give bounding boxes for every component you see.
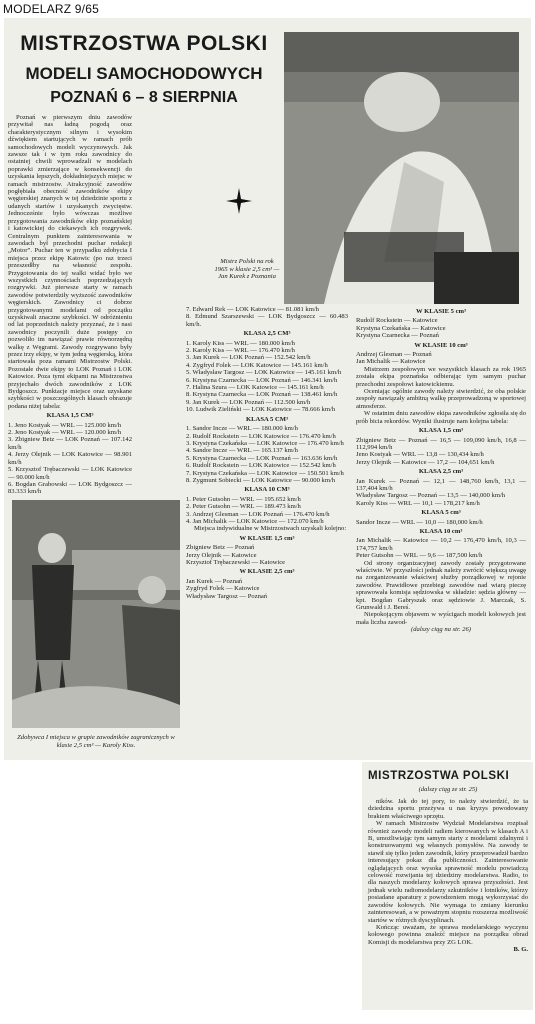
paragraph: Mistrzem zespołowym we wszystkich klasach za rok 1965 została ekipa poznańska odbierając tym samym puchar przechodni zespołowi katowickiemu.	[356, 365, 526, 388]
result-line: 7. Edward Rek — LOK Katowice — 81.081 km/h	[186, 306, 319, 313]
article-title: MISTRZOSTWA POLSKI	[20, 32, 268, 55]
class-heading: KLASA 1,5 CM³	[46, 412, 94, 420]
result-line: 6. Krystyna Czarnecka — LOK Poznań — 146.341 km/h	[186, 376, 338, 384]
photo-caption-bottom: Zdobywca I miejsca w grupie zawodników zagranicznych w klasie 2,5 cm³ — Karoly Kiss.	[17, 734, 175, 749]
star-ornament-icon	[226, 188, 252, 214]
result-line: 5. Władysław Targosz — LOK Katowice — 145.161 km/h	[186, 369, 342, 377]
result-line: Władysław Targosz — Poznań — 13,5 — 140,000 km/h	[356, 492, 506, 500]
result-line: 6. Bogdan Grabowski — LOK Bydgoszcz — 83.333 km/h	[8, 480, 132, 496]
result-line: 3. Zbigniew Betz — LOK Poznań — 107.142 km/h	[8, 436, 132, 451]
result-line: 4. Sandor Incze — WRL — 165.137 km/h	[186, 447, 298, 455]
result-line: 10. Ludwik Zieliński — LOK Katowice — 78.666 km/h	[186, 406, 336, 414]
result-line: Peter Gutsohn — WRL — 9,6 — 187,500 km/h	[356, 552, 483, 560]
class-heading: W KLASIE 5 cm³	[415, 308, 467, 315]
result-line: Jerzy Olejnik — Katowice	[186, 551, 257, 559]
result-line: 5. Krzysztof Trębaczewski — LOK Katowice — 90.000 km/h	[8, 466, 132, 481]
class-heading: KLASA 2,5 CM³	[243, 330, 291, 338]
result-line: Zbigniew Betz — Poznań — 16,5 — 109,090 km/h, 16,8 — 112,994 km/h	[356, 436, 526, 451]
photo-caption-top: Mistrz Polski na rok 1965 w klasie 2,5 cm³ — Jan Kurek z Poznania	[214, 258, 280, 281]
paragraph: W ramach Mistrzostw Wydział Modelarstwa rozpisał również zawody modeli radiem kierowanych w klasach A i B, umożliwiając tym samym starty z modelami zdalnymi i konstruowanymi wg własnych pomysłów. Na zawody te stawił się tylko jeden zawodnik, który przeprowadził bardzo interesujący pokaz dla publiczności. Zainteresowanie oglądających oraz wysoka sprawność modelu powiadczą celowość rozwijania tej dziedziny modelarstwa. Radio, to dla naszych modelarzy kołowych sprawa przyszłości. Jest jednak wielu radiomodelarzy szkutników i lotników, którzy posiadane aparatury z powodzeniem mogą wykorzystać do zawodów kołowych. Nie wymaga to zmiany kierunku zainteresowań, a w poważnym stopniu rozszerza możliwość startów w różnych dyscyplinach.	[368, 820, 528, 924]
result-line: 9. Jan Kurek — LOK Poznań — 112.500 km/h	[186, 398, 311, 406]
class-heading: W KLASIE 10 cm³	[414, 341, 468, 349]
result-line: 8. Krystyna Czarnecka — LOK Poznań — 138.461 km/h	[186, 391, 338, 399]
result-line: Zbigniew Betz — Poznań	[186, 544, 255, 552]
result-line: 3. Andrzej Glesman — LOK Poznań — 176.470 km/h	[186, 510, 330, 518]
class-heading: W KLASIE 1,5 cm³	[239, 534, 295, 542]
article-subtitle: MODELI SAMOCHODOWYCH	[25, 64, 263, 83]
result-line: 8. Zygmunt Sobiecki — LOK Katowice — 90.000 km/h	[186, 476, 336, 484]
class-heading: KLASA 5 cm³	[421, 509, 461, 517]
article-place-date: POZNAŃ 6 – 8 SIERPNIA	[50, 89, 238, 106]
class-heading: KLASA 2,5 cm³	[418, 468, 464, 476]
result-line: Krzysztof Trębaczewski — Katowice	[186, 559, 286, 566]
result-line: 7. Halina Szura — LOK Katowice — 145.161 km/h	[186, 384, 324, 392]
result-line: Krystyna Czekańska — Katowice	[356, 324, 446, 332]
photo-karoly-kiss	[12, 500, 180, 728]
result-line: 7. Krystyna Czekańska — LOK Katowice — 150.501 km/h	[186, 469, 344, 477]
result-line: 1. Peter Gutsohn — WRL — 195.652 km/h	[186, 495, 301, 503]
class-heading: W KLASIE 2,5 cm³	[239, 568, 295, 576]
continuation-block	[362, 762, 533, 1010]
magazine-issue-header: MODELARZ 9/65	[3, 2, 99, 16]
result-line: 6. Rudolf Rockstein — LOK Katowice — 152.542 km/h	[186, 462, 336, 470]
article-page	[4, 18, 531, 760]
result-line: 2. Jeno Kostyak — WRL — 120.000 km/h	[8, 429, 122, 437]
photo-jan-kurek	[284, 32, 519, 304]
result-line: Karoly Kiss — WRL — 10,1 — 178,217 km/h	[356, 499, 480, 507]
result-line: 1. Jeno Kostyak — WRL — 125.000 km/h	[8, 421, 122, 429]
result-line: Jan Michalik — Katowice — 10,2 — 176,470 km/h, 10,3 — 174,757 km/h	[356, 537, 526, 552]
paragraph: Niepokojącym objawem w wyścigach modeli kołowych jest mała liczba zawod-	[356, 611, 526, 626]
paragraph: ników. Jak do tej pory, to należy stwierdzić, że ta dziedzina sportu przeżywa u nas kryzys powodowany brakiem właściwego sprzętu.	[368, 798, 528, 820]
result-line: 8. Edmund Szarszewski — LOK Bydgoszcz — 60.483 km/h.	[186, 313, 348, 328]
result-line: Jan Kurek — Poznań — 12,1 — 148,760 km/h, 13,1 — 137,404 km/h	[356, 477, 526, 492]
result-line: Jan Kurek — Poznań	[186, 577, 243, 585]
class-heading: KLASA 10 CM³	[244, 486, 290, 494]
author-signature: B. G.	[513, 946, 528, 954]
results-list	[8, 422, 132, 496]
class-heading: KLASA 1,5 cm³	[418, 427, 464, 435]
result-line: 1. Karoly Kiss — WRL — 180.000 km/h	[186, 339, 295, 347]
paragraph: Miejsca indywidualne w Mistrzostwach uzyskali kolejno:	[194, 525, 347, 533]
paragraph: W ostatnim dniu zawodów ekipa zawodników zgłosiła się do prób bicia rekordów. Wyniki ilustruje nam kolejna tabela:	[356, 410, 526, 425]
intro-paragraph: Poznań w pierwszym dniu zawodów przywitał nas ładną pogodą oraz charakterystycznym silnym i wysokim dźwiękiem startujących w ramach prób samochodowych modeli wyczynowych. Jak zawsze tak i w tym roku zawodnicy do ostatniej chwili wprowadzali w modelach poprawki zmierzające w konsekwencji do uzyskania lepszych, dokładniejszych miejsc w ramach mistrzostw. Atrakcyjność zawodów pogłębiała obecność zawodników ekipy węgierskiej znanych w tej dziedzinie sportu z udanych startów i uzyskanych zwycięstw. Jednocześnie było wówczas możliwe przygotowania zawodników ekip poznańskiej i katowickiej do ciekawych ich rozgrywek. Centralnym punktem zainteresowania w zawodach był przechodni puchar redakcji „Motor”. Puchar ten w przypadku zdobycia I miejsca przez ekipę Katowic (po raz trzeci przeszedłby na własność zespołu. Przygotowania do tej walki widać było we wszystkich czynnościach poprzedzających rozgrywki. Już pierwsze starty w ramach zawodów potwierdziły wyższość zawodników węgierskich. Zawodnicy ci dobrze przygotowanymi modelami od początku uzyskiwali znaczne szybkości. W odróżnieniu od lat poprzednich należy przyznać, że i nasi zawodnicy poczynili duże postępy co pozwoliło im nawiązać prawie równorzędną walkę z Węgrami. Zawody rozgrywano były przez trzy ekipy, w tym jedną węgierską, która startowała poza ramami Mistrzostw Polski. Pozostałe dwie ekipy to LOK Poznań i LOK Katowice. Poza tymi ekipami na Mistrzostwa przyjechało dwóch zawodników z LOK Bydgoszcz. Punktacje miejsce oraz uzyskane szybkości w poszczególnych klasach obrazuje podana niżej tabela:	[8, 114, 132, 410]
article-column-3	[356, 306, 526, 634]
continued-note: (dalszy ciąg na str. 26)	[411, 626, 471, 634]
result-line: 3. Jan Kurek — LOK Poznań — 152.542 km/h	[186, 354, 311, 362]
paragraph: Oceniając ogólnie zawody należy stwierdzić, że oba polskie zespoły nawiązały ambitną walkę przeprowadzoną w sportowej atmosferze.	[356, 388, 526, 410]
class-heading: KLASA 5 CM³	[246, 415, 288, 423]
result-line: Jan Michalik — Katowice	[356, 358, 426, 366]
result-line: Jerzy Olejnik — Katowice — 17,2 — 104,651 km/h	[356, 458, 495, 466]
result-line: Zygfryd Folek — Katowice	[186, 585, 260, 593]
result-line: Andrzej Glesman — Poznań	[356, 351, 432, 359]
result-line: Jeno Kostyak — WRL — 13,8 — 130,434 km/h	[356, 451, 484, 459]
result-line: 2. Peter Gutsohn — WRL — 189.473 km/h	[186, 503, 301, 511]
class-heading: KLASA 10 cm³	[419, 527, 463, 535]
result-line: 4. Jerzy Olejnik — LOK Katowice — 98.901 km/h	[8, 451, 132, 466]
result-line: 4. Jan Michalik — LOK Katowice — 172.070 km/h	[186, 517, 324, 525]
result-line: 2. Rudolf Rockstein — LOK Katowice — 176.470 km/h	[186, 432, 336, 440]
result-line: Rudolf Rockstein — Katowice	[356, 317, 438, 325]
continuation-text	[368, 798, 528, 954]
result-line: 2. Karoly Kiss — WRL — 176.470 km/h	[186, 347, 295, 355]
result-line: 1. Sandor Incze — WRL — 180.000 km/h	[186, 425, 298, 433]
article-column-1	[8, 114, 132, 496]
result-line: Krystyna Czarnecka — Poznań	[356, 332, 439, 340]
result-line: Władysław Targosz — Poznań	[186, 592, 268, 600]
paragraph: Kończąc uważam, że sprawa modelarskiego wyczynu kołowego powinna znaleźć miejsce na porządku obrad Komisji ds modelarstwa przy ZG LOK.	[368, 923, 528, 946]
result-line: Sandor Incze — WRL — 10,0 — 180,000 km/h	[356, 518, 483, 526]
result-line: 3. Krystyna Czekańska — LOK Katowice — 176.470 km/h	[186, 439, 344, 447]
paragraph: Od strony organizacyjnej zawody zostały przygotowane właściwie. W przyszłości jednak należy zwrócić większą uwagę na zorganizowanie właściwej służby porządkowej w rejonie zawodów. Prawidłowe przebiegi zawodów nad wiarą pieczę sprawowała komisja sędziowska w składzie: sędzia główny — kpt. Bogdan Gabryszak oraz sędziowie J. Marczak, S. Grunwald i J. Bereś.	[356, 559, 526, 612]
result-line: 5. Krystyna Czarnecka — LOK Poznań — 163.636 km/h	[186, 454, 338, 462]
continuation-title: MISTRZOSTWA POLSKI	[368, 770, 510, 782]
article-column-2	[186, 306, 348, 600]
result-line: 4. Zygfryd Folek — LOK Katowice — 145.161 km/h	[186, 361, 328, 369]
continuation-subtitle: (dalszy ciąg ze str. 25)	[418, 786, 478, 793]
